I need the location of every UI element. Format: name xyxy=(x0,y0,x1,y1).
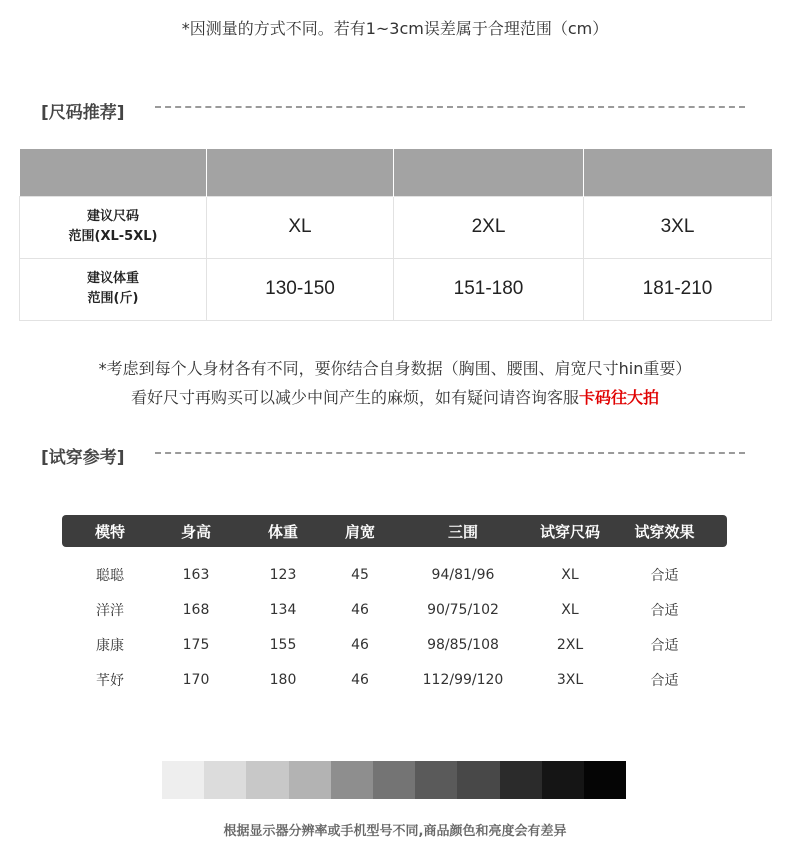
table-row xyxy=(62,565,727,585)
table-cell: 94/81/96 xyxy=(431,567,495,583)
gray-swatch xyxy=(415,761,457,799)
table-cell: 98/85/108 xyxy=(427,637,499,653)
table-cell: XL xyxy=(561,602,579,618)
gray-swatch xyxy=(584,761,626,799)
gray-swatch xyxy=(542,761,584,799)
advice-text: 看好尺寸再购买可以减少中间产生的麻烦，如有疑问请咨询客服 xyxy=(130,388,579,407)
table-cell: 合适 xyxy=(650,638,679,654)
column-header: 体重 xyxy=(267,522,298,541)
table-cell: 90/75/102 xyxy=(427,602,499,618)
header-cell xyxy=(584,149,772,196)
table-cell: 2XL xyxy=(556,637,584,653)
advice-line-2 xyxy=(0,385,790,408)
row-label-line: 范围(XL-5XL) xyxy=(68,229,158,244)
column-header: 身高 xyxy=(180,522,211,541)
advice-line-1: *考虑到每个人身材各有不同，要你结合自身数据（胸围、腰围、肩宽尺寸hin重要） xyxy=(98,359,692,378)
table-cell: 168 xyxy=(182,602,210,618)
table-row xyxy=(20,258,772,320)
size-recommend-title: [尺码推荐] xyxy=(41,103,125,123)
gray-swatch xyxy=(246,761,288,799)
try-on-title: [试穿参考] xyxy=(41,448,125,468)
column-header: 模特 xyxy=(94,522,125,541)
row-label-line: 范围(斤) xyxy=(87,291,139,306)
table-cell: 123 xyxy=(269,567,297,583)
table-cell: 合适 xyxy=(650,603,679,619)
table-cell: 170 xyxy=(182,672,210,688)
table-cell: 163 xyxy=(182,567,210,583)
row-label xyxy=(20,258,207,320)
table-cell: 180 xyxy=(269,672,297,688)
size-cell: XL xyxy=(207,196,394,258)
table-cell: 3XL xyxy=(556,672,584,688)
table-cell: 合适 xyxy=(650,568,679,584)
table-cell: 155 xyxy=(269,637,297,653)
weight-cell: 181-210 xyxy=(584,258,772,320)
advice-highlight: 卡码往大拍 xyxy=(579,388,660,407)
table-row xyxy=(62,635,727,655)
header-cell xyxy=(20,149,207,196)
header-cell xyxy=(394,149,584,196)
gray-swatch xyxy=(289,761,331,799)
row-label-line: 建议尺码 xyxy=(86,209,139,224)
table-row xyxy=(62,600,727,620)
table-cell: 175 xyxy=(182,637,210,653)
gray-swatch xyxy=(331,761,373,799)
table-cell: 46 xyxy=(351,637,369,653)
section-divider xyxy=(155,452,745,454)
table-cell: 134 xyxy=(269,602,297,618)
column-header: 三围 xyxy=(447,522,478,541)
table-cell: 聪聪 xyxy=(96,568,124,584)
size-cell: 3XL xyxy=(584,196,772,258)
row-label-line: 建议体重 xyxy=(86,271,139,286)
column-header: 试穿尺码 xyxy=(539,522,600,541)
section-divider xyxy=(155,106,745,108)
table-row xyxy=(62,670,727,690)
table-cell: 112/99/120 xyxy=(422,672,504,688)
table-cell: 芊妤 xyxy=(96,673,124,689)
gray-swatch xyxy=(204,761,246,799)
table-cell: 合适 xyxy=(650,673,679,689)
size-cell: 2XL xyxy=(394,196,584,258)
size-table xyxy=(19,149,772,321)
table-cell: XL xyxy=(561,567,579,583)
gray-swatch xyxy=(457,761,499,799)
table-cell: 46 xyxy=(351,602,369,618)
table-row xyxy=(20,196,772,258)
column-header: 肩宽 xyxy=(344,522,375,541)
gray-swatch xyxy=(373,761,415,799)
weight-cell: 151-180 xyxy=(394,258,584,320)
gray-swatch xyxy=(500,761,542,799)
row-label xyxy=(20,196,207,258)
weight-cell: 130-150 xyxy=(207,258,394,320)
gray-swatch xyxy=(162,761,204,799)
table-cell: 洋洋 xyxy=(96,603,124,619)
size-table-header xyxy=(20,149,772,196)
measurement-note: *因测量的方式不同。若有1~3cm误差属于合理范围（cm） xyxy=(181,19,609,38)
column-header: 试穿效果 xyxy=(634,522,695,541)
table-cell: 康康 xyxy=(96,638,124,654)
header-cell xyxy=(207,149,394,196)
try-on-table-header xyxy=(62,515,727,547)
table-cell: 46 xyxy=(351,672,369,688)
table-cell: 45 xyxy=(351,567,369,583)
color-disclaimer: 根据显示器分辨率或手机型号不同,商品颜色和亮度会有差异 xyxy=(223,824,567,839)
grayscale-swatch-strip xyxy=(162,761,626,799)
